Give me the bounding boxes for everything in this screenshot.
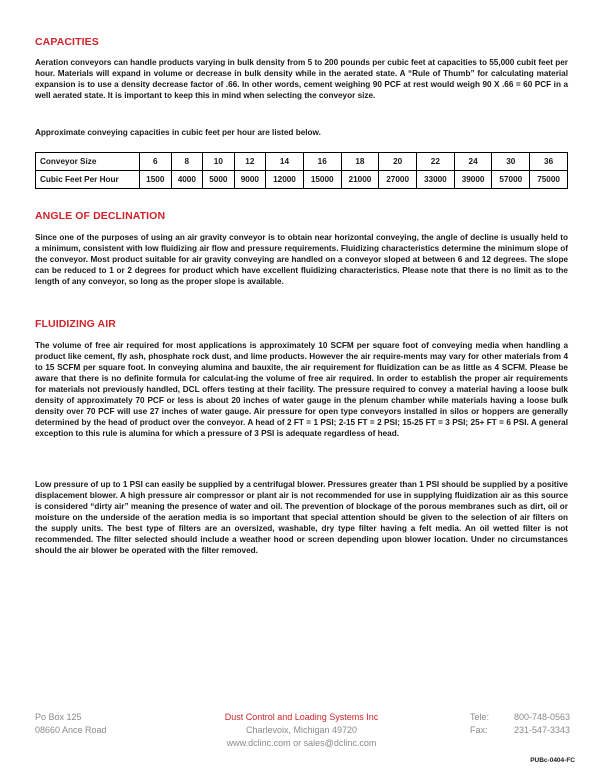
- size-cell: 22: [417, 153, 455, 171]
- company-web-link[interactable]: www.dclinc.com or sales@dclinc.com: [226, 738, 377, 748]
- capacity-cell: 15000: [303, 171, 341, 189]
- capacity-cell: 5000: [203, 171, 235, 189]
- size-cell: 16: [303, 153, 341, 171]
- capacity-cell: 4000: [171, 171, 203, 189]
- fax-label: Fax:: [470, 725, 488, 735]
- size-cell: 24: [454, 153, 492, 171]
- table-row-cubic-feet: [36, 171, 568, 189]
- capacity-table: [35, 152, 568, 189]
- company-city: Charlevoix, Michigan 49720: [245, 725, 358, 735]
- capacities-paragraph: Aeration conveyors can handle products varying in bulk density from 5 to 200 pounds per cubic feet at capacities to 55,000 cubit feet per hour. Materials will expand in volume or decrease in bulk density while in the aerated state. A “Rule of Thumb” for calculating material expansion is to use a density decrease factor of .66. In other words, cement weighing 90 PCF at rest would weigh 90 X .66 = 60 PCF in a well aerated state. It is important to keep this in mind when selecting the conveyor size.: [35, 58, 568, 100]
- capacity-cell: 9000: [234, 171, 266, 189]
- fluidizing-paragraph-2: Low pressure of up to 1 PSI can easily be supplied by a centrifugal blower. Pressures greater than 1 PSI should be supplied by a positive displacement blower. A high pressure air compressor or plant air is not recommended for use in supplying fluidization air as this source is considered “dirty air” meaning the presence of water and oil. The prevention of blockage of the porous membranes such as dirt, oil or moisture on the underside of the aeration media is so important that special attention should be given to the selection of air filters on the supply units. The best type of filters are an oversized, washable, dry type filter having a felt media. An oil wetted filter is not recommended. The filter selected should include a weather hood or screen depending upon blower location. Under no circumstances should the air blower be operated with the filter removed.: [35, 480, 568, 555]
- company-name: Dust Control and Loading Systems Inc: [224, 712, 379, 722]
- size-cell: 8: [171, 153, 203, 171]
- declination-heading: ANGLE OF DECLINATION: [35, 210, 166, 222]
- size-cell: 30: [492, 153, 530, 171]
- capacity-cell: 27000: [379, 171, 417, 189]
- size-cell: 6: [140, 153, 172, 171]
- po-box: Po Box 125: [35, 712, 82, 722]
- table-row-header: Cubic Feet Per Hour: [36, 171, 140, 189]
- fluidizing-paragraph-1: The volume of free air required for most applications is approximately 10 SCFM per square foot of conveying media when handling a product like cement, fly ash, phosphate rock dust, and lime products. However the air require-ments may vary for other materials from 4 to 15 SCFM per square foot. In conveying alumina and bauxite, the air requirement for fluidization can be as little as 4 SCFM. Please be aware that there is no definite formula for calculat-ing the volume of free air required. In order to establish the proper air requirements for materials not previously handled, DCL offers testing at their facility. The pressure required to convey a material having a loose bulk density of approximately 70 PCF or less is about 20 inches of water gauge in the plenum chamber while materials having a loose bulk density over 70 PCF will use 27 inches of water gauge. Air pressure for open type conveyors installed in silos or hoppers are generally determined by the head of product over the conveyor. A head of 2 FT = 1 PSI; 2-15 FT = 2 PSI; 15-25 FT = 3 PSI; 25+ FT = 6 PSI. A general exception to this rule is alumina for which a pressure of 3 PSI is adequate regardless of head.: [35, 341, 568, 438]
- size-cell: 14: [266, 153, 304, 171]
- table-row-header: Conveyor Size: [36, 153, 140, 171]
- declination-paragraph: Since one of the purposes of using an air gravity conveyor is to obtain near horizontal conveying, the angle of decline is usually held to a minimum, consistent with low fluidizing air flow and pressure requirements. Fluidizing characteristics determine the minimum slope of the conveyor. Most product suitable for air gravity conveying are handled on a conveyor sloped at between 6 and 12 degrees. The slope can be reduced to 1 or 2 degrees for product which have excellent fluidizing characteristics. Please note that there is no limit as to the length of any conveyor, so long as the proper slope is available.: [35, 233, 568, 286]
- size-cell: 18: [341, 153, 379, 171]
- fax-number: 231-547-3343: [513, 725, 570, 735]
- capacity-cell: 1500: [140, 171, 172, 189]
- footer-contact: [470, 711, 570, 737]
- size-cell: 20: [379, 153, 417, 171]
- tele-number: 800-748-0563: [513, 712, 570, 722]
- size-cell: 10: [203, 153, 235, 171]
- capacity-cell: 21000: [341, 171, 379, 189]
- capacities-table-intro: Approximate conveying capacities in cubic feet per hour are listed below.: [35, 128, 321, 137]
- street-address: 08660 Ance Road: [35, 725, 107, 735]
- capacities-heading: CAPACITIES: [35, 36, 99, 48]
- capacity-cell: 12000: [266, 171, 304, 189]
- capacity-cell: 57000: [492, 171, 530, 189]
- fluidizing-heading: FLUIDIZING AIR: [35, 318, 116, 330]
- table-row-conveyor-size: [36, 153, 568, 171]
- capacity-cell: 39000: [454, 171, 492, 189]
- size-cell: 36: [530, 153, 568, 171]
- capacity-cell: 33000: [417, 171, 455, 189]
- tele-label: Tele:: [470, 712, 490, 722]
- size-cell: 12: [234, 153, 266, 171]
- capacity-cell: 75000: [530, 171, 568, 189]
- publication-code: PUBc-0404-FC: [530, 757, 575, 764]
